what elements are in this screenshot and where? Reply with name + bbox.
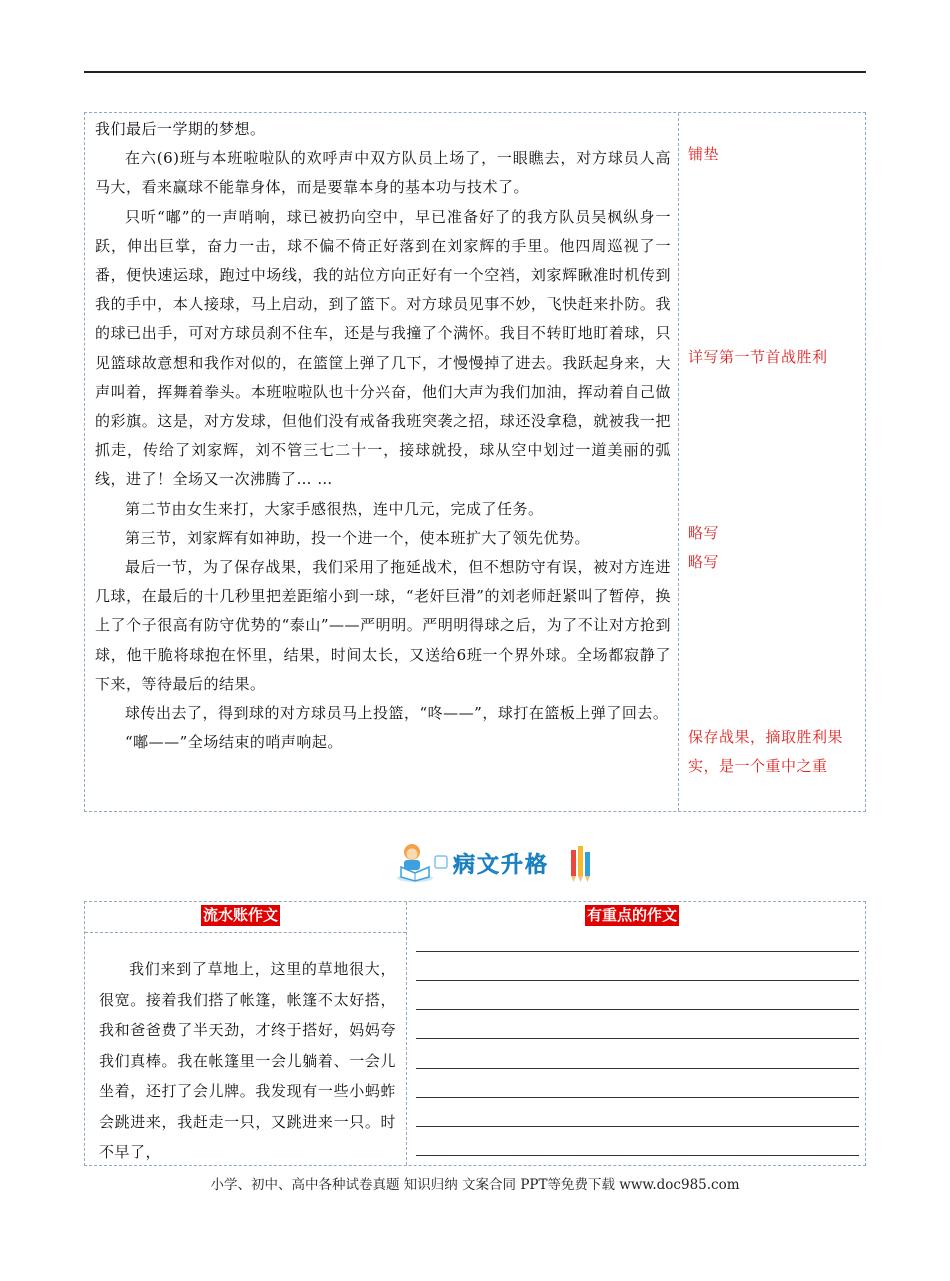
writing-line: [416, 1126, 859, 1127]
writing-line: [416, 1038, 859, 1039]
banner-title: 病文升格: [453, 853, 550, 878]
essay-text: [95, 115, 671, 757]
margin-note-brief-2: 略写: [688, 553, 720, 571]
writing-line: [416, 1009, 859, 1010]
essay-column: [85, 113, 679, 811]
essay-paragraph: 我们最后一学期的梦想。: [95, 120, 266, 138]
writing-line: [416, 951, 859, 952]
page-footer: 小学、初中、高中各种试卷真题 知识归纳 文案合同 PPT等免费下载 www.doc985.com: [210, 1177, 740, 1193]
column-divider: [406, 902, 407, 1165]
writing-line: [416, 980, 859, 981]
writing-line: [416, 1155, 859, 1156]
essay-paragraph: “嘟——”全场结束的哨声响起。: [125, 733, 343, 752]
essay-paragraph: 最后一节，为了保存战果，我们采用了拖延战术，但不想防守有误，被对方连进几球，在最后的十几秒里把差距缩小到一球，“老奸巨滑”的刘老师赶紧叫了暂停，换上了个子很高有防守优势的“泰山”——严明明。严明明得球之后，为了不让对方抢到球，他干脆将球抱在怀里，结果，时间太长，又送给6班一个界外球。全场都寂静了下来，等待最后的结果。: [95, 558, 671, 693]
essay-paragraph: 第三节，刘家辉有如神助，投一个进一个，使本班扩大了领先优势。: [125, 528, 591, 547]
section-banner: [395, 840, 595, 884]
margin-note-key: 保存战果，摘取胜利果实，是一个重中之重: [688, 728, 844, 775]
margin-note-setup: 铺垫: [688, 145, 720, 163]
left-column-title: 流水账作文: [203, 906, 279, 924]
comparison-table: [84, 901, 866, 1166]
essay-table: [84, 112, 866, 812]
writing-line: [416, 1097, 859, 1098]
essay-paragraph: 球传出去了，得到球的对方球员马上投篮，“咚——”，球打在篮板上弹了回去。: [125, 704, 669, 723]
essay-paragraph: 在六(6)班与本班啦啦队的欢呼声中双方队员上场了，一眼瞧去，对方球员人高马大，看来赢球不能靠身体，而是要靠本身的基本功与技术了。: [95, 149, 671, 197]
header-divider: [85, 932, 406, 933]
essay-paragraph: 第二节由女生来打，大家手感很热，连中几元，完成了任务。: [125, 499, 544, 518]
flat-essay-text: 我们来到了草地上，这里的草地很大，很宽。接着我们搭了帐篷，帐篷不太好搭，我和爸爸费了半天劲，才终于搭好，妈妈夸我们真棒。我在帐篷里一会儿躺着、一会儿坐着，还打了会儿牌。我发现有一些小蚂蚱会跳进来，我赶走一只，又跳进来一只。时不早了，: [99, 960, 396, 1161]
header-rule: [84, 71, 866, 73]
right-column-title: 有重点的作文: [587, 906, 678, 924]
essay-paragraph: 只听“嘟”的一声哨响，球已被扔向空中，早已准备好了的我方队员吴枫纵身一跃，伸出巨掌，奋力一击，球不偏不倚正好落到在刘家辉的手里。他四周巡视了一番，便快速运球，跑过中场线，我的站位方向正好有一个空裆，刘家辉瞅准时机传到我的手中，本人接球，马上启动，到了篮下。对方球员见事不妙，飞快赶来扑防。我的球已出手，可对方球员刹不住车，还是与我撞了个满怀。我目不转盯地盯着球，只见篮球故意想和我作对似的，在篮筐上弹了几下，才慢慢掉了进去。我跃起身来，大声叫着，挥舞着拳头。本班啦啦队也十分兴奋，他们大声为我们加油，挥动着自己做的彩旗。这是，对方发球，但他们没有戒备我班突袭之招，球还没拿稳，就被我一把抓走，传给了刘家辉，刘不管三七二十一，接球就投，球从空中划过一道美丽的弧线，进了！全场又一次沸腾了… …: [95, 207, 671, 489]
margin-note-brief-1: 略写: [688, 524, 720, 542]
writing-line: [416, 1068, 859, 1069]
margin-note-detail: 详写第一节首战胜利: [688, 348, 828, 366]
